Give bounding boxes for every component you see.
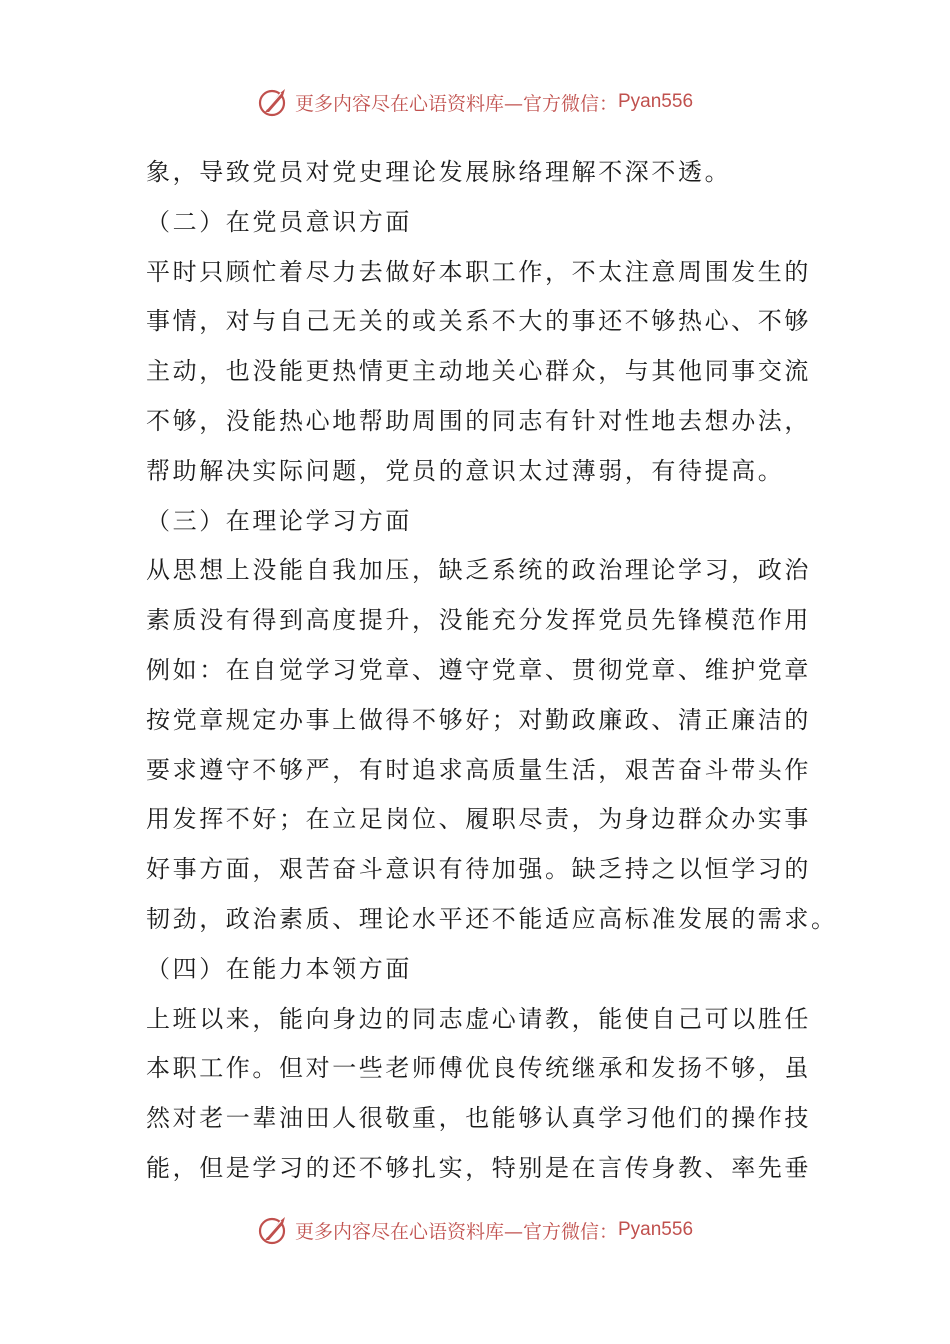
- text-line: 本职工作。但对一些老师傅优良传统继承和发扬不够，虽: [146, 1054, 811, 1083]
- text-line: 事情，对与自己无关的或关系不大的事还不够热心、不够: [146, 307, 811, 336]
- text-line: 平时只顾忙着尽力去做好本职工作，不太注意周围发生的: [146, 257, 811, 286]
- text-line: 按党章规定办事上做得不够好；对勤政廉政、清正廉洁的: [146, 705, 811, 734]
- header-wechat-id: Pyan556: [618, 91, 694, 112]
- section-heading: （四）在能力本领方面: [146, 954, 412, 983]
- pen-nib-logo-icon: [257, 85, 291, 119]
- pen-nib-logo-icon: [257, 1213, 291, 1247]
- section-heading: （二）在党员意识方面: [146, 207, 412, 236]
- text-line: 韧劲，政治素质、理论水平还不能适应高标准发展的需求。: [146, 904, 838, 933]
- document-body: [146, 148, 838, 1194]
- text-line: 不够，没能热心地帮助周围的同志有针对性地去想办法，: [146, 406, 811, 435]
- footer-text: 更多内容尽在心语资料库—官方微信：: [294, 1220, 618, 1243]
- footer-wechat-id: Pyan556: [618, 1219, 694, 1240]
- header-banner: [0, 82, 950, 122]
- text-line: 帮助解决实际问题，党员的意识太过薄弱，有待提高。: [146, 456, 785, 485]
- text-line: 从思想上没能自我加压，缺乏系统的政治理论学习，政治: [146, 556, 811, 585]
- text-line: 象，导致党员对党史理论发展脉络理解不深不透。: [146, 158, 732, 186]
- text-line: 要求遵守不够严，有时追求高质量生活，艰苦奋斗带头作: [146, 755, 811, 784]
- text-line: 能，但是学习的还不够扎实，特别是在言传身教、率先垂: [146, 1153, 811, 1182]
- section-heading: （三）在理论学习方面: [146, 506, 412, 535]
- text-line: 主动，也没能更热情更主动地关心群众，与其他同事交流: [146, 357, 811, 386]
- text-line: 用发挥不好；在立足岗位、履职尽责，为身边群众办实事: [146, 805, 811, 834]
- text-line: 好事方面，艰苦奋斗意识有待加强。缺乏持之以恒学习的: [146, 855, 811, 884]
- text-line: 然对老一辈油田人很敬重，也能够认真学习他们的操作技: [146, 1104, 811, 1133]
- footer-banner: [0, 1210, 950, 1250]
- text-line: 例如：在自觉学习党章、遵守党章、贯彻党章、维护党章: [146, 655, 811, 684]
- header-text: 更多内容尽在心语资料库—官方微信：: [294, 92, 618, 115]
- text-line: 上班以来，能向身边的同志虚心请教，能使自己可以胜任: [146, 1004, 811, 1033]
- text-line: 素质没有得到高度提升，没能充分发挥党员先锋模范作用: [146, 606, 811, 635]
